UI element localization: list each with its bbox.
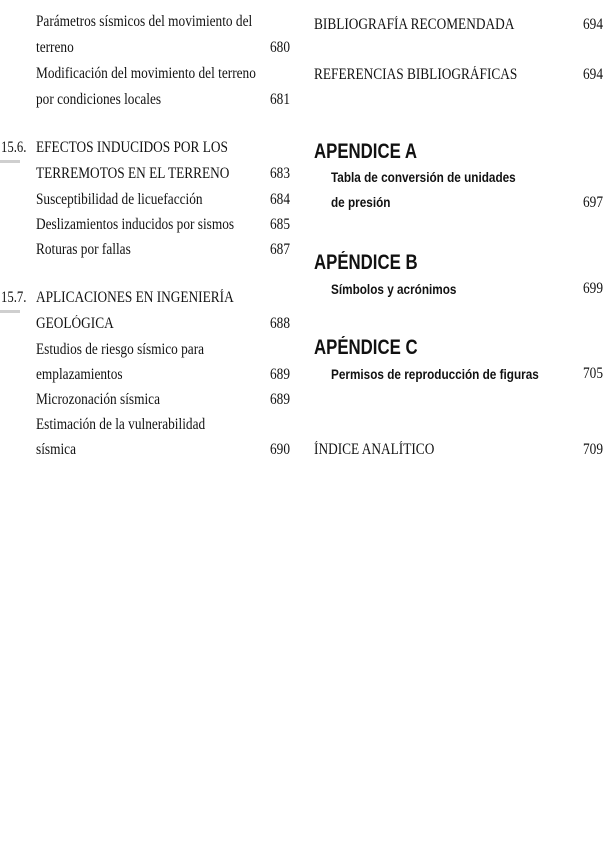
toc-entry-microzonacion: Microzonación sísmica [36, 391, 161, 408]
toc-entry-estimacion-line2: sísmica [36, 441, 76, 458]
section-marker-bar [0, 310, 20, 313]
toc-entry-referencias: REFERENCIAS BIBLIOGRÁFICAS [314, 66, 518, 83]
toc-page-number: 690 [270, 441, 290, 458]
toc-page-number: 687 [270, 241, 290, 258]
toc-page-number: 709 [583, 441, 603, 458]
appendix-c-item: Permisos de reproducción de figuras [331, 366, 539, 382]
appendix-a-item-line1: Tabla de conversión de unidades [331, 169, 516, 185]
toc-page-number: 694 [583, 16, 603, 33]
toc-entry-parametros-line1: Parámetros sísmicos del movimiento del [36, 13, 253, 30]
toc-entry-estudios-line1: Estudios de riesgo sísmico para [36, 341, 205, 358]
toc-page-number: 685 [270, 216, 290, 233]
section-marker-bar [0, 160, 20, 163]
toc-entry-parametros-line2: terreno [36, 39, 74, 56]
toc-page-number: 697 [583, 194, 603, 211]
toc-entry-modificacion-line1: Modificación del movimiento del terreno [36, 65, 256, 82]
toc-page-number: 680 [270, 39, 290, 56]
toc-page-number: 705 [583, 365, 603, 382]
appendix-b-title: APÉNDICE B [314, 251, 418, 274]
toc-page-number: 688 [270, 315, 290, 332]
appendix-c-title: APÉNDICE C [314, 336, 418, 359]
section-title-line1: EFECTOS INDUCIDOS POR LOS [36, 139, 228, 156]
toc-page-number: 681 [270, 91, 290, 108]
toc-page-number: 694 [583, 66, 603, 83]
toc-page-number: 689 [270, 391, 290, 408]
section-title-line2: TERREMOTOS EN EL TERRENO [36, 165, 230, 182]
section-number-15-6: 15.6. [1, 139, 27, 156]
appendix-a-title: APENDICE A [314, 140, 417, 163]
appendix-a-item-line2: de presión [331, 194, 391, 210]
toc-page-number: 684 [270, 191, 290, 208]
toc-entry-indice: ÍNDICE ANALÍTICO [314, 441, 435, 458]
toc-entry-bibliografia: BIBLIOGRAFÍA RECOMENDADA [314, 16, 515, 33]
toc-entry-modificacion-line2: por condiciones locales [36, 91, 162, 108]
section-number-15-7: 15.7. [1, 289, 27, 306]
toc-page-number: 683 [270, 165, 290, 182]
toc-entry-deslizamientos: Deslizamientos inducidos por sismos [36, 216, 235, 233]
toc-entry-estudios-line2: emplazamientos [36, 366, 123, 383]
section-title-line2: GEOLÓGICA [36, 315, 114, 332]
section-title-line1: APLICACIONES EN INGENIERÍA [36, 289, 234, 306]
toc-page-number: 689 [270, 366, 290, 383]
toc-page-number: 699 [583, 280, 603, 297]
toc-entry-roturas: Roturas por fallas [36, 241, 131, 258]
appendix-b-item: Símbolos y acrónimos [331, 281, 457, 297]
toc-entry-licuefaccion: Susceptibilidad de licuefacción [36, 191, 203, 208]
toc-entry-estimacion-line1: Estimación de la vulnerabilidad [36, 416, 206, 433]
